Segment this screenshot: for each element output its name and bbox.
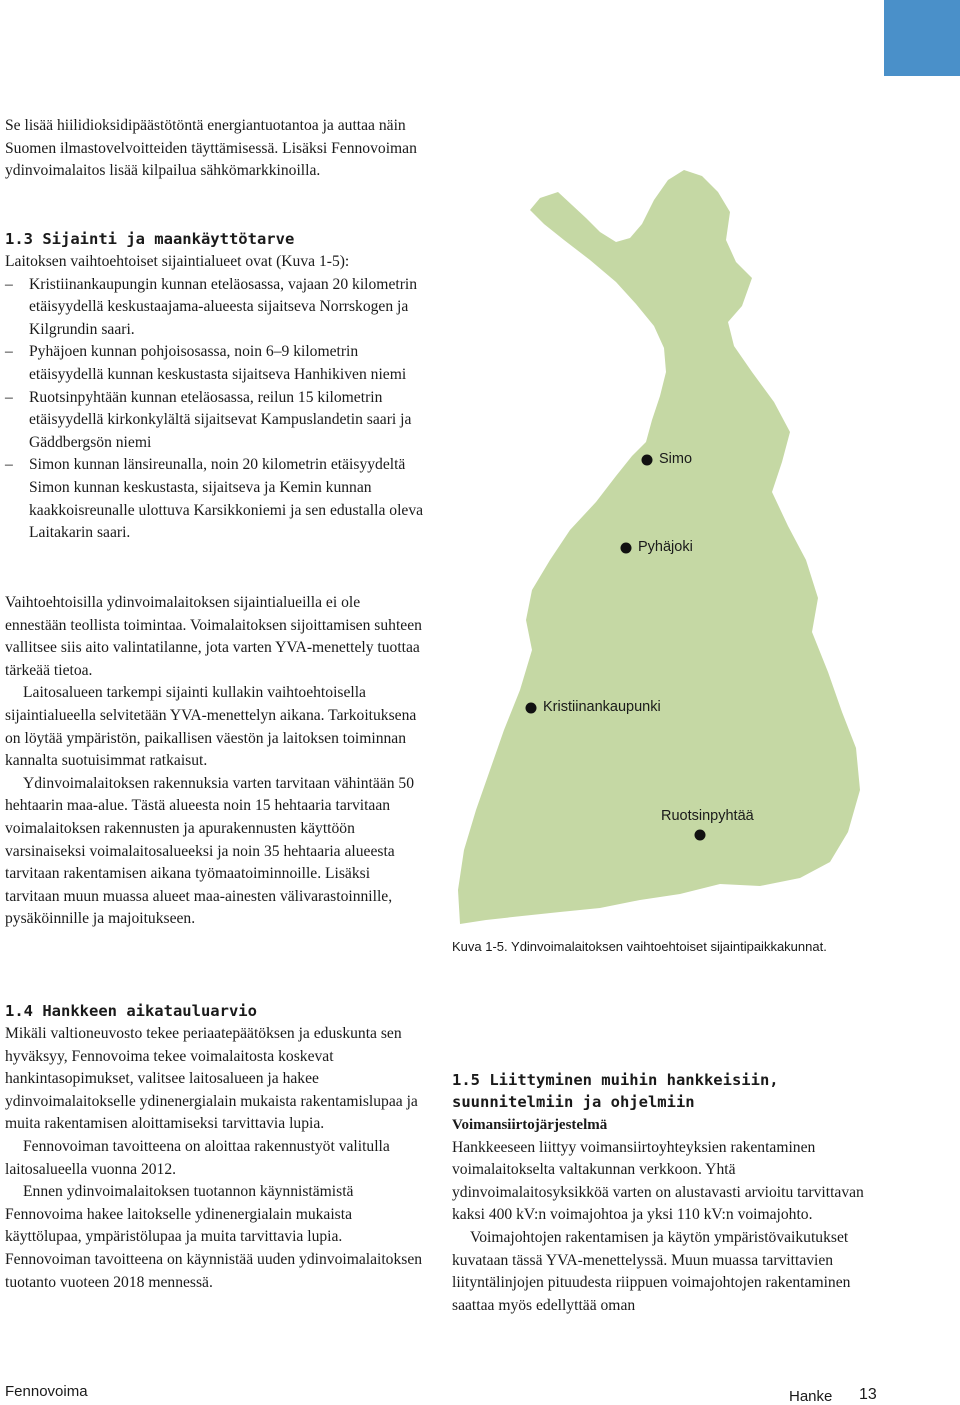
map-label-ruotsinpyhtaa: Ruotsinpyhtää	[661, 808, 754, 824]
site-item-ruotsinpyhtaa: – Ruotsinpyhtään kunnan eteläosassa, reilun 15 kilometrin etäisyydellä kirkonkylältä sijaitsevat Kampuslandetin saari ja Gäddbergsön niemi	[5, 387, 425, 455]
intro-text: Se lisää hiilidioksidipäästötöntä energiantuotantoa ja auttaa näin Suomen ilmastovelvoitteiden täyttämisessä. Lisäksi Fennovoiman ydinvoimalaitos lisää kilpailua sähkömarkkinoilla.	[5, 117, 417, 180]
ruotsinpyhtaa-marker-icon	[693, 828, 707, 842]
page-number: 13	[859, 1386, 877, 1403]
section-1-5-heading: 1.5 Liittyminen muihin hankkeisiin, suunnitelmiin ja ohjelmiin	[452, 1071, 779, 1111]
site-item-kristiinankaupunki: – Kristiinankaupungin kunnan eteläosassa, vajaan 20 kilometrin etäisyydellä keskustaajama-alueesta sijaitseva Norrskogen ja Kilgrundin saari.	[5, 274, 425, 342]
section-1-3-lead: Laitoksen vaihtoehtoiset sijaintialueet ovat (Kuva 1-5):	[5, 253, 350, 270]
section-1-4-body	[5, 1023, 425, 1294]
paragraph: Laitosalueen tarkempi sijainti kullakin vaihtoehtoisella sijaintialueella selvitetään YVA-menettelyn aikana. Tarkoituksena on löytää ympäristön, paikallisen väestön ja laitoksen toiminnan kannalta suotuisimmat ratkaisut.	[5, 684, 417, 770]
paragraph: Vaihtoehtoisilla ydinvoimalaitoksen sijaintialueilla ei ole ennestään teollista toimintaa. Voimalaitoksen sijoittamisen suhteen vallitsee siis aito valintatilanne, jota varten YVA-menettely tuottaa tärkeää tietoa.	[5, 594, 422, 679]
paragraph: Mikäli valtioneuvosto tekee periaatepäätöksen ja eduskunta sen hyväksyy, Fennovoima tekee voimalaitosta koskevat hankintasopimukset, valitsee laitosalueen ja hakee ydinvoimalaitokselle ydinenergialain mukaista rakentamislupaa ja muita rakentamisen aloittamiseksi tarvittavia lupia.	[5, 1025, 418, 1133]
intro-paragraph	[5, 115, 425, 183]
section-1-5-subheading: Voimansiirtojärjestelmä	[452, 1117, 608, 1133]
pyhajoki-marker-icon	[619, 541, 633, 555]
paragraph: Ydinvoimalaitoksen rakennuksia varten tarvitaan vähintään 50 hehtaarin maa-alue. Tästä alueesta noin 15 hehtaaria tarvitaan voimalaitoksen rakennusten ja apurakennusten käyttöön varsinaiseksi voimalaitosalueeksi ja noin 35 hehtaaria alueesta tarvitaan rakentamisen aikana työmaatoiminnoille. Lisäksi tarvitaan muun muassa alueet maa-ainesten välivarastoinnille, pysäköinnille ja majoitukseen.	[5, 774, 415, 928]
kristiinankaupunki-marker-icon	[524, 701, 538, 715]
site-item-pyhajoki: – Pyhäjoen kunnan pohjoisosassa, noin 6–9 kilometrin etäisyydellä kunnan keskustasta sijaitseva Hanhikiven niemi	[5, 341, 425, 386]
section-1-5-body	[452, 1114, 872, 1317]
site-item-simo: – Simon kunnan länsireunalla, noin 20 kilometrin etäisyydeltä Simon kunnan keskustasta, sijaitseva ja Kemin kunnan kaakkoisreunalle ulottuva Karsikkoniemi ja sen edustalla oleva Laitakarin saari.	[5, 454, 425, 544]
section-1-4-heading: 1.4 Hankkeen aikatauluarvio	[5, 1002, 257, 1020]
paragraph: Voimajohtojen rakentamisen ja käytön ympäristövaikutukset kuvataan tässä YVA-menettelyssä. Muun muassa tarvittavien liityntälinjojen pituudesta riippuen voimajohtojen rakentaminen saattaa myös edellyttää oman	[452, 1228, 851, 1314]
paragraph: Ennen ydinvoimalaitoksen tuotannon käynnistämistä Fennovoima hakee laitokselle ydinenergialain mukaista käyttölupaa, ympäristölupaa ja muita tarvittavia lupia. Fennovoiman tavoitteena on käynnistää uuden ydinvoimalaitoksen tuotanto vuoteen 2018 mennessä.	[5, 1183, 423, 1291]
figure-caption: Kuva 1-5. Ydinvoimalaitoksen vaihtoehtoiset sijaintipaikkakunnat.	[452, 939, 827, 954]
map-label-pyhajoki: Pyhäjoki	[638, 539, 693, 555]
simo-marker-icon	[640, 453, 654, 467]
paragraph: Hankkeeseen liittyy voimansiirtoyhteyksien rakentaminen voimalaitokselta valtakunnan verkkoon. Yhtä ydinvoimalaitosyksikköä varten on alustavasti arvioitu tarvittavan kaksi 400 kV:n voimajohtoa ja yksi 110 kV:n voimajohto.	[452, 1138, 864, 1224]
footer-publisher: Fennovoima	[5, 1383, 88, 1400]
map-label-kristiinankaupunki: Kristiinankaupunki	[543, 699, 661, 715]
section-1-3-paragraphs	[5, 592, 425, 931]
footer-section: Hanke	[789, 1388, 833, 1405]
paragraph: Fennovoiman tavoitteena on aloittaa rakennustyöt valitulla laitosalueella vuonna 2012.	[5, 1137, 390, 1178]
site-list	[5, 274, 425, 545]
corner-tab	[884, 0, 960, 76]
section-1-3-heading: 1.3 Sijainti ja maankäyttötarve	[5, 230, 295, 248]
map-label-simo: Simo	[659, 451, 693, 467]
section-1-3-body	[5, 251, 425, 545]
